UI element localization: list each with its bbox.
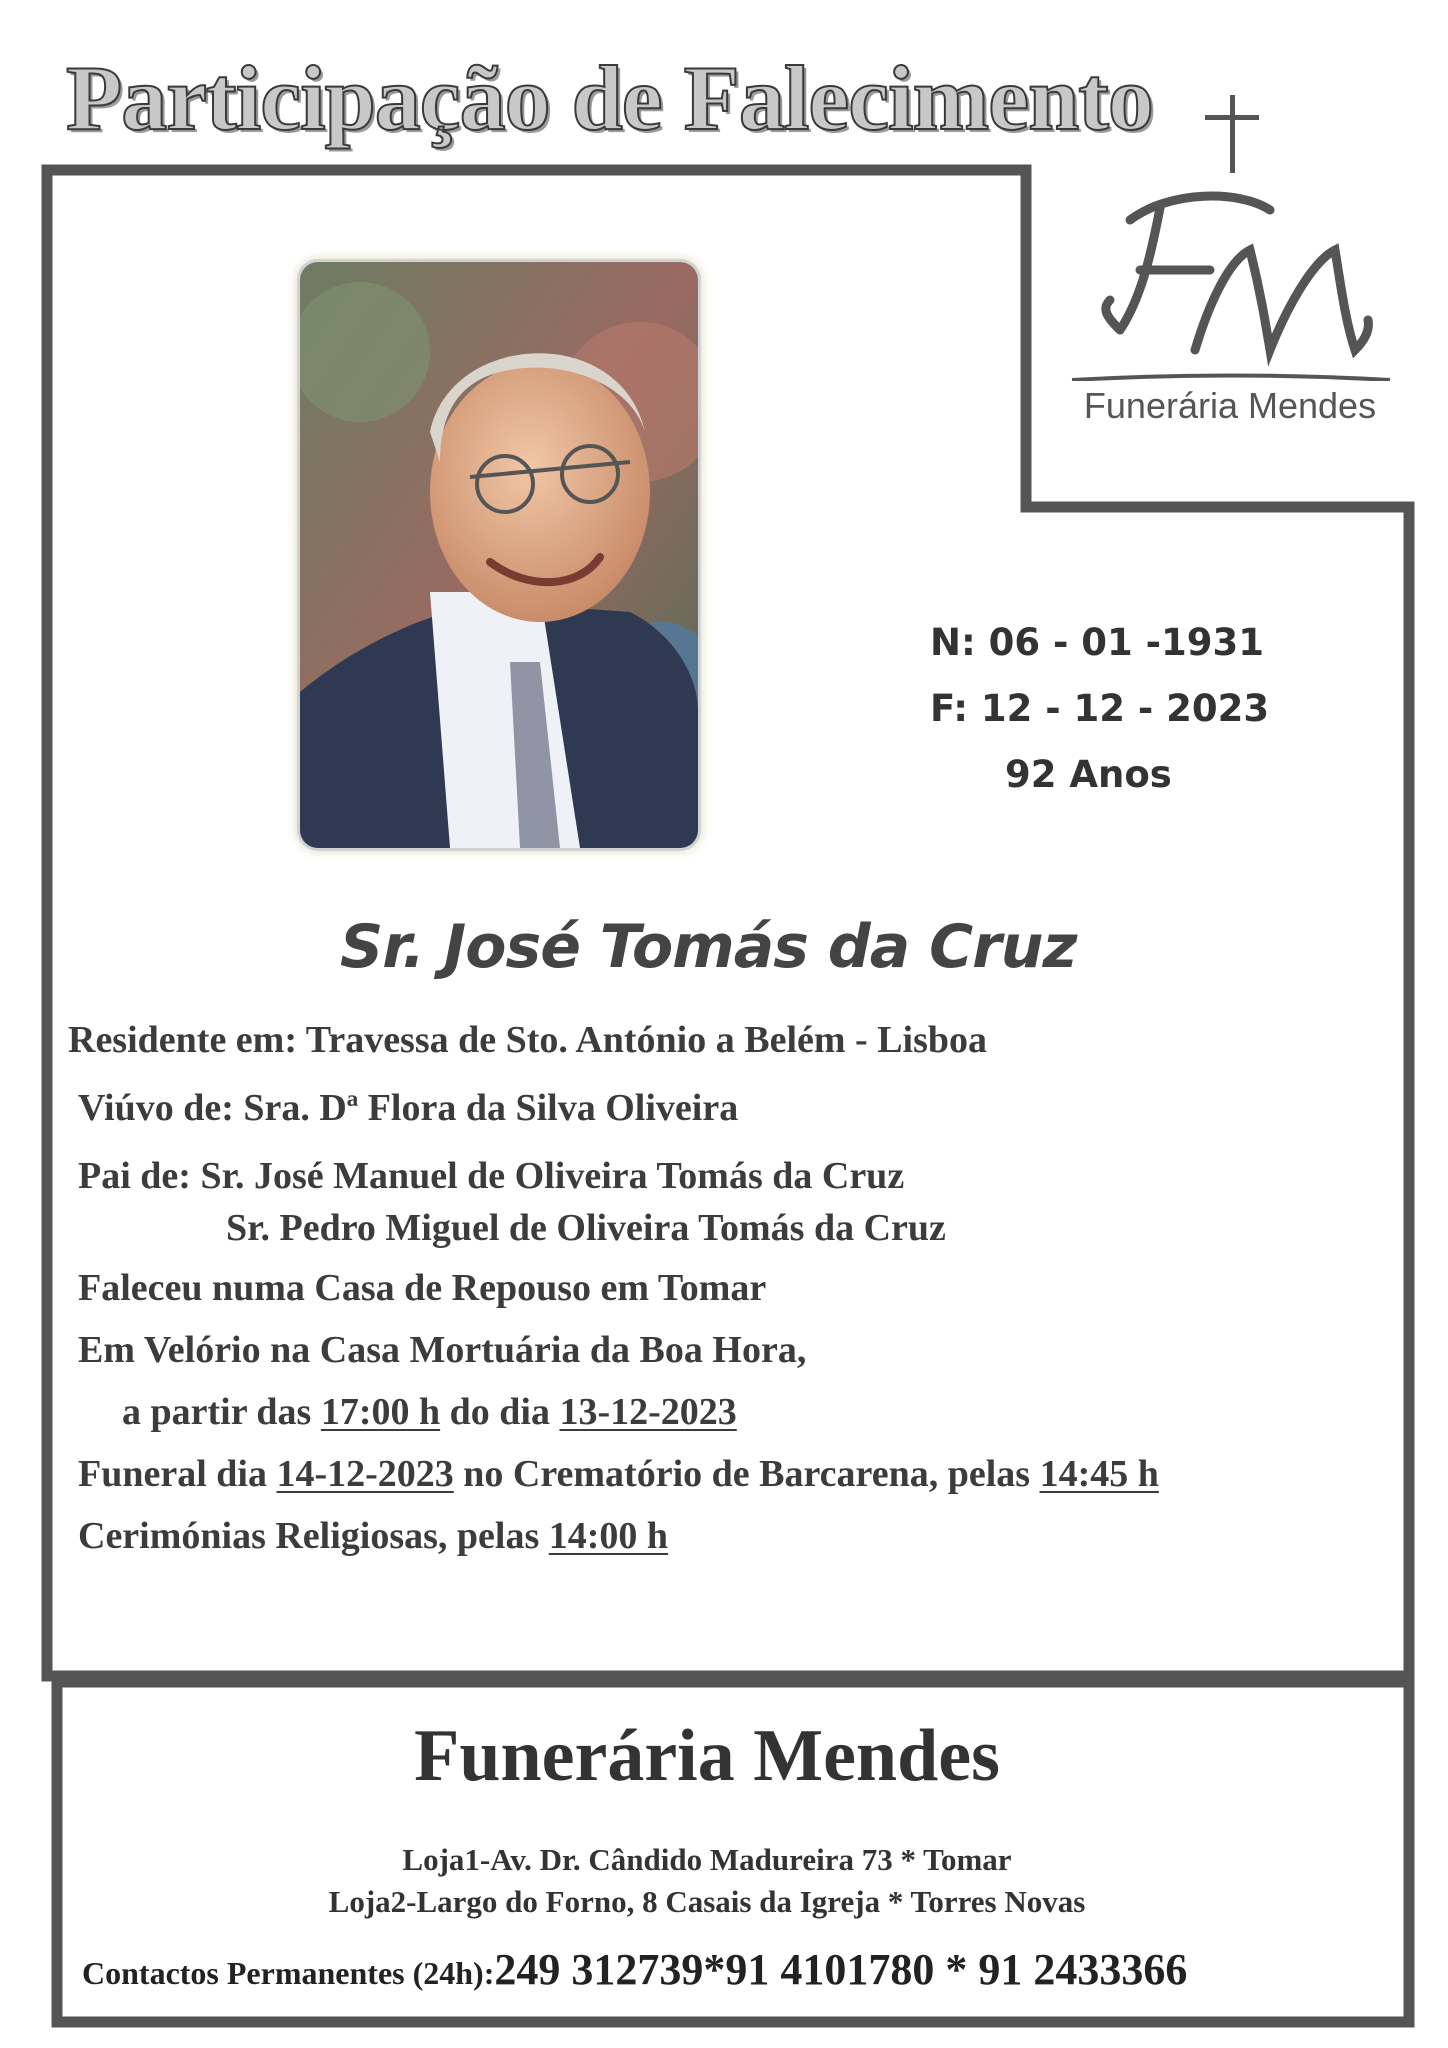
birth-date: N: 06 - 01 -1931 — [930, 621, 1264, 664]
ceremony-prefix: Cerimónias Religiosas, pelas — [78, 1515, 549, 1557]
funeral-time: 14:45 h — [1039, 1453, 1159, 1495]
place-of-death-line: Faleceu numa Casa de Repouso em Tomar — [78, 1267, 767, 1309]
residence-line: Residente em: Travessa de Sto. António a Belém - Lisboa — [68, 1019, 988, 1061]
portrait-photo — [300, 262, 698, 848]
wake-time: 17:00 h — [320, 1391, 441, 1433]
age: 92 Anos — [1005, 753, 1172, 796]
footer-funeral-home-name: Funerária Mendes — [414, 1715, 1000, 1797]
cross-icon — [1205, 95, 1259, 173]
funeral-prefix: Funeral dia — [78, 1453, 277, 1495]
page-title: Participação de Falecimento — [66, 47, 1153, 149]
funeral-line — [78, 1452, 1159, 1496]
funeral-date: 14-12-2023 — [276, 1453, 454, 1495]
contacts-numbers: 249 312739*91 4101780 * 91 2433366 — [494, 1945, 1188, 1994]
wake-line: Em Velório na Casa Mortuária da Boa Hora, — [78, 1329, 807, 1371]
funeral-home-logo — [1100, 180, 1380, 370]
wake-day-text: do dia — [440, 1391, 560, 1433]
child-1: Sr. José Manuel de Oliveira Tomás da Cruz — [200, 1155, 905, 1197]
father-line — [78, 1154, 904, 1198]
store-2-address: Loja2-Largo do Forno, 8 Casais da Igreja * Torres Novas — [328, 1884, 1086, 1919]
child-2: Sr. Pedro Miguel de Oliveira Tomás da Cruz — [226, 1207, 946, 1249]
logo-underline — [1070, 373, 1392, 381]
deceased-name: Sr. José Tomás da Cruz — [340, 912, 1077, 982]
contacts-label: Contactos Permanentes (24h): — [82, 1955, 495, 1991]
wake-from-text: a partir das — [122, 1391, 321, 1433]
widower-line: Viúvo de: Sra. Dª Flora da Silva Oliveira — [78, 1087, 739, 1129]
wake-time-line — [122, 1390, 737, 1434]
father-prefix: Pai de: — [78, 1155, 201, 1197]
contacts-line — [82, 1944, 1187, 1995]
ceremony-time: 14:00 h — [548, 1515, 669, 1557]
life-dates — [930, 610, 1270, 808]
ceremony-line — [78, 1514, 668, 1558]
logo-wordmark: Funerária Mendes — [1083, 385, 1377, 426]
store-1-address: Loja1-Av. Dr. Cândido Madureira 73 * Tomar — [402, 1842, 1012, 1877]
funeral-place: no Crematório de Barcarena, pelas — [453, 1453, 1040, 1495]
death-date: F: 12 - 12 - 2023 — [930, 687, 1270, 730]
wake-date: 13-12-2023 — [559, 1391, 737, 1433]
